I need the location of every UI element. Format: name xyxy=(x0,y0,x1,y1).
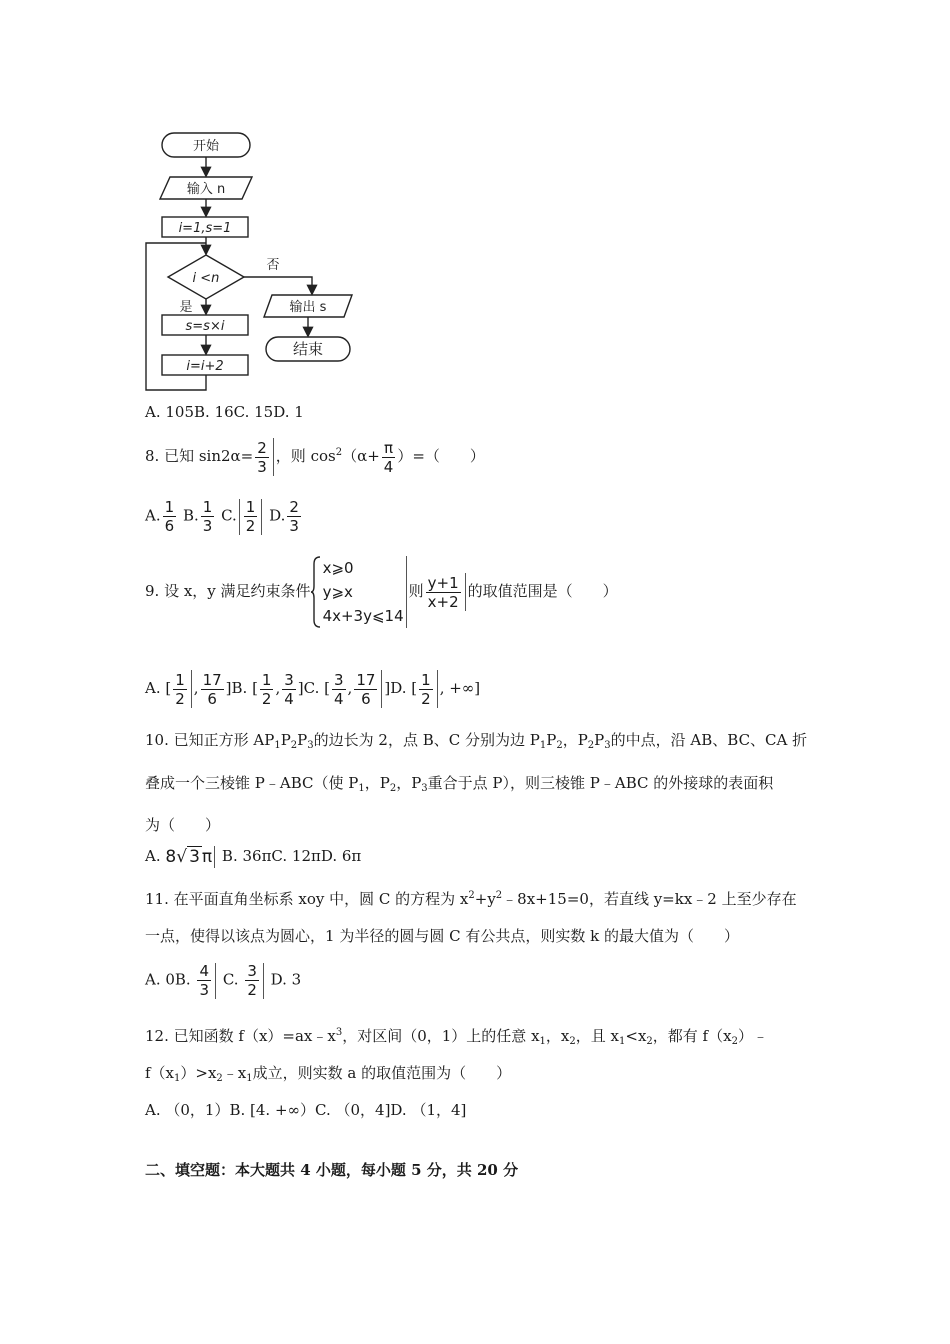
q10-line-1: 10. 已知正方形 $AP_1P_2P_3$的边长为 2，点 B、C 分别为边 $P_1P_2$，$P_2P_3$的中点，沿 AB、BC、CA 折 xyxy=(145,731,808,751)
q12-line-2: $f(x_1)>x_2﹣x_1$成立，则实数 a 的取值范围为（ ） xyxy=(145,1064,512,1084)
q10-radical-expression: 8√ 3 π xyxy=(165,847,213,867)
section-2-heading: 二、填空题：本大题共 4 小题，每小题 5 分，共 20 分 xyxy=(145,1161,519,1179)
q11-line-1: 11. 在平面直角坐标系 xoy 中，圆 C 的方程为 $x^2+y^2﹣8x+15=0$，若直线 y=kx﹣2 上至少存在 xyxy=(145,890,797,908)
q9-constraint-system: x⩾0 y⩾x 4x+3y⩽14 xyxy=(311,556,404,628)
flow-end-label: 结束 xyxy=(292,340,324,358)
q10-line-3: 为（ ） xyxy=(145,816,221,834)
flow-yes-label: 是 xyxy=(179,300,193,315)
q8-fraction-2: $\frac{\pi}{4}$ xyxy=(383,438,394,476)
q9-options: A. [ $\frac{1}{2}$ , $\frac{17}{6}$ ]B. [ $\frac{1}{2}$ , $\frac{3}{4}$ ]C. [ $\frac{3}{4}$ , $\frac{17}{6}$ ]D. [ $\frac{1}{2}$ , +∞] xyxy=(145,670,481,708)
flow-init-label: i=1,s=1 xyxy=(178,221,232,236)
flow-no-label: 否 xyxy=(266,258,280,273)
q8-fraction-1: $\frac{2}{3}$ xyxy=(257,438,267,476)
flow-input-label: 输入 n xyxy=(186,182,226,197)
q9-fraction: $\frac{y+1}{x+2}$ xyxy=(427,573,459,611)
flow-start-label: 开始 xyxy=(192,139,220,154)
q10-line-2: 叠成一个三棱锥 P﹣ABC（使 $P_1$，$P_2$，$P_3$重合于点 P），则三棱锥 P﹣ABC 的外接球的表面积 xyxy=(145,774,774,794)
flow-output-label: 输出 s xyxy=(289,300,327,315)
flowchart xyxy=(140,125,360,395)
flow-increment-label: i=i+2 xyxy=(186,359,224,374)
q11-line-2: 一点，使得以该点为圆心，1 为半径的圆与圆 C 有公共点，则实数 k 的最大值为（ ） xyxy=(145,927,739,945)
q12-line-1: 12. 已知函数 $f(x)=ax﹣x^3$，对区间（0，1）上的任意 $x_1$，$x_2$，且 $x_1<x_2$，都有 $f(x_2)﹣$ xyxy=(145,1027,768,1047)
flow-multiply-label: s=s×i xyxy=(185,319,225,334)
q7-options: A. 105B. 16C. 15D. 1 xyxy=(145,403,304,421)
q8-question: 8. 已知 sin2α= $\frac{2}{3}$ ，则 $\cos^2(\alpha+$ $\frac{\pi}{4}$ ）=（ ） xyxy=(145,438,485,476)
flow-condition-label: i <n xyxy=(192,271,220,286)
q12-options: A. （0，1）B. [4. +∞）C. （0，4]D. （1，4] xyxy=(145,1101,467,1119)
q8-options: A. $\frac{1}{6}$ B. $\frac{1}{3}$ C. $\frac{1}{2}$ D. $\frac{2}{3}$ xyxy=(145,498,299,535)
q11-options: A. 0B. $\frac{4}{3}$ C. $\frac{3}{2}$ D. 3 xyxy=(145,962,302,999)
q9-question: 9. 设 x，y 满足约束条件 x⩾0 y⩾x 4x+3y⩽14 则 $\frac{y+1}{x+2}$ 的取值范围是（ ） xyxy=(145,556,618,628)
q10-options: A. 8√ 3 π B. 36πC. 12πD. 6π xyxy=(145,847,362,867)
